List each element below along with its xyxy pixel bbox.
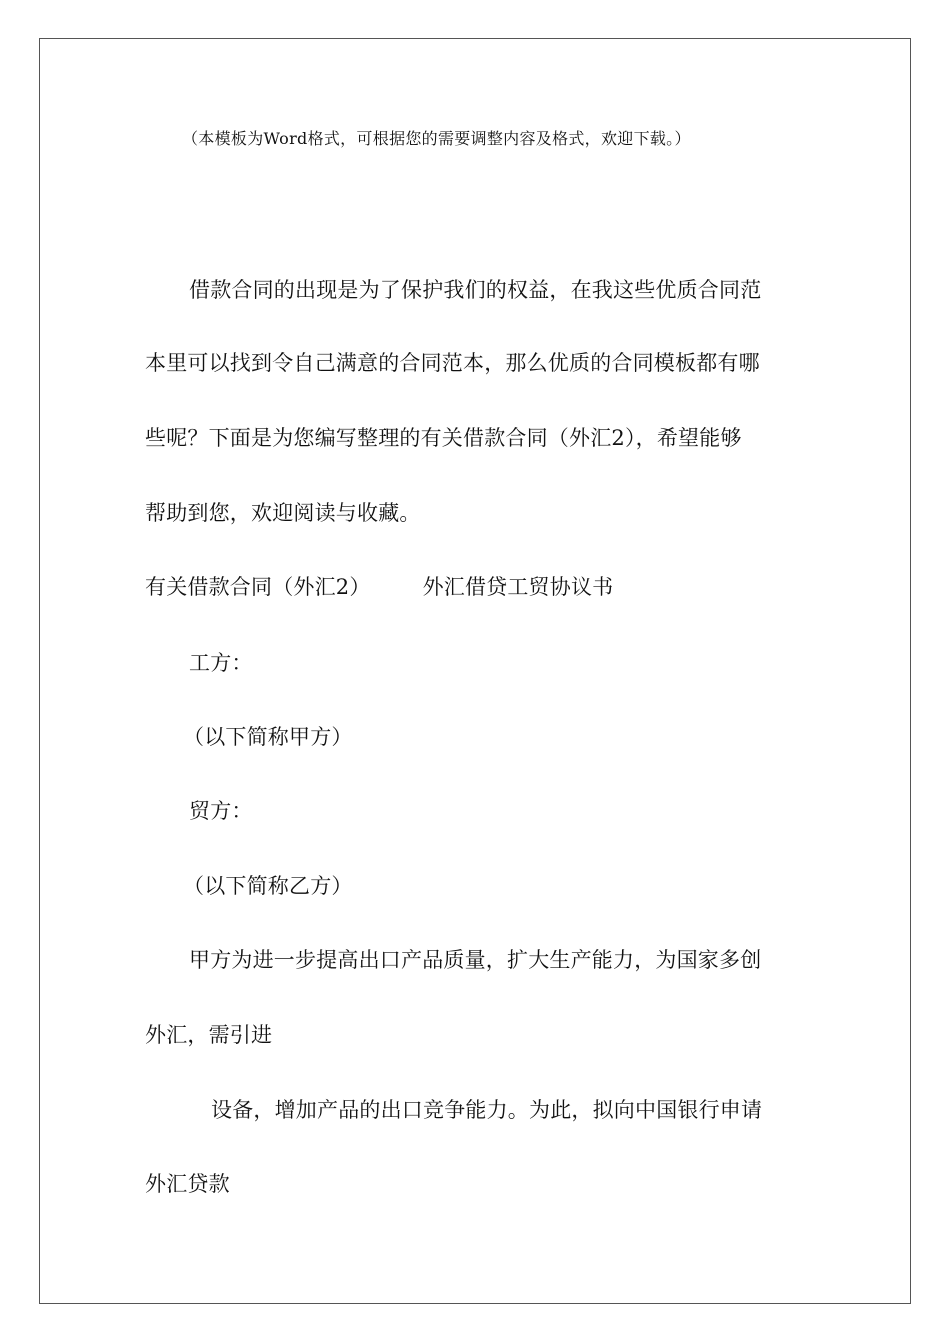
intro-line-2: 本里可以找到令自己满意的合同范本，那么优质的合同模板都有哪 bbox=[145, 351, 760, 375]
body-p2-line-2: 外汇贷款 bbox=[145, 1172, 230, 1196]
title-left: 有关借款合同（外汇2） bbox=[145, 575, 371, 599]
intro-line-4: 帮助到您，欢迎阅读与收藏。 bbox=[145, 501, 421, 525]
party-a-alias: （以下简称甲方） bbox=[183, 725, 353, 749]
body-p1-line-2: 外汇，需引进 bbox=[145, 1023, 273, 1047]
intro-line-1: 借款合同的出现是为了保护我们的权益，在我这些优质合同范 bbox=[189, 278, 762, 302]
title-right: 外汇借贷工贸协议书 bbox=[422, 575, 614, 599]
document-title bbox=[145, 573, 613, 601]
party-b-alias: （以下简称乙方） bbox=[183, 874, 353, 898]
intro-line-3: 些呢？下面是为您编写整理的有关借款合同（外汇2），希望能够 bbox=[145, 426, 742, 450]
party-b-label: 贸方： bbox=[189, 799, 253, 823]
party-a-label: 工方： bbox=[189, 651, 253, 675]
body-p2-line-1: 设备，增加产品的出口竞争能力。为此，拟向中国银行申请 bbox=[211, 1098, 763, 1122]
template-note: （本模板为Word格式，可根据您的需要调整内容及格式，欢迎下载。） bbox=[182, 129, 691, 148]
body-p1-line-1: 甲方为进一步提高出口产品质量，扩大生产能力，为国家多创 bbox=[189, 948, 762, 972]
